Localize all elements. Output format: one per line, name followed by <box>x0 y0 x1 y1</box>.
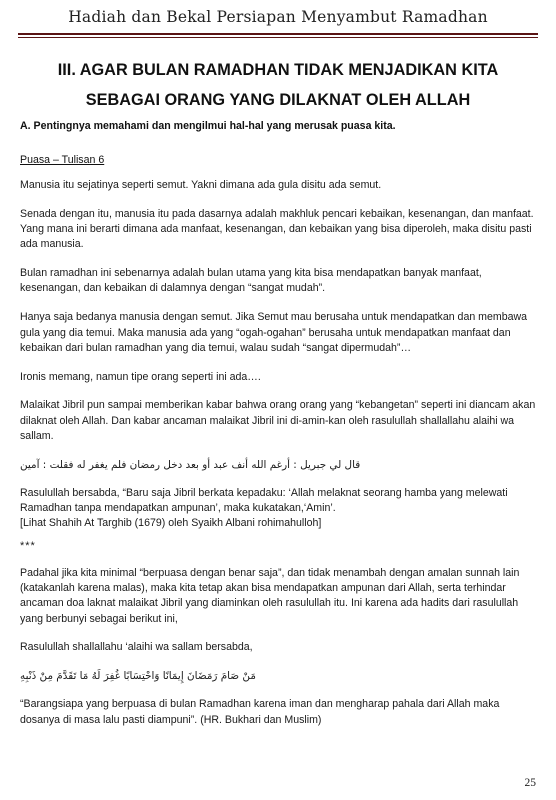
chapter-title-line-2: SEBAGAI ORANG YANG DILAKNAT OLEH ALLAH <box>85 91 471 109</box>
arabic-hadith-text: قال لي جبريل : أرغم الله أنف عبد أو بعد دخل رمضان فلم يغفر له فقلت : آمين <box>20 458 361 471</box>
section-separator: *** <box>20 539 36 552</box>
paragraph: Ironis memang, namun tipe orang seperti ini ada…. <box>20 370 261 383</box>
page-number: 25 <box>524 777 536 789</box>
paragraph: Hanya saja bedanya manusia dengan semut. Jika Semut mau berusaha untuk mendapatkan dan membawa gula yang dia temui. Maka manusia ada yang “ogah-ogahan” berusaha untuk mendapatkan manfaat dan kebaikan dari bulan ramadhan yang dia temui, walau sudah “sangat dipermudah”… <box>20 311 528 354</box>
closing-paragraph: “Barangsiapa yang berpuasa di bulan Ramadhan karena iman dan mengharap pahala dari Allah maka dosanya di masa lalu pasti diampuni”. (HR. Bukhari dan Muslim) <box>20 698 500 726</box>
paragraph: Padahal jika kita minimal “berpuasa dengan benar saja”, dan tidak menambah dengan amalan sunnah lain (katakanlah karena malas), maka kita tetap akan bisa mendapatkan ampunan dari Allah, serta terhindar ancaman doa laknat malaikat Jibril yang diaminkan oleh rasulullah itu. Ini karena ada hadits dari rasulullah yang berbunyi sebagai berikut ini, <box>20 566 520 625</box>
body-text <box>20 178 538 741</box>
header-rule <box>18 33 538 35</box>
chapter-title <box>20 55 536 115</box>
paragraph: Bulan ramadhan ini sebenarnya adalah bulan utama yang kita bisa mendapatkan banyak manfaat, kesenangan, dan kebaikan di dalamnya dengan “sangat mudah”. <box>20 267 482 295</box>
article-subtitle: Puasa – Tulisan 6 <box>20 154 105 166</box>
hadith-text: Rasulullah bersabda, “Baru saja Jibril berkata kepadaku: ‘Allah melaknat seorang hamba yang melewati Ramadhan tanpa mendapatkan ampunan’, maka kukatakan,‘Amin’. <box>20 486 508 515</box>
paragraph: Senada dengan itu, manusia itu pada dasarnya adalah makhluk pencari kebaikan, kesenangan, dan manfaat. Yang mana ini berarti dimana ada manfaat, kesenangan, dan kebaikan yang bisa diperoleh, maka disitu pasti ada manusia. <box>20 207 534 251</box>
arabic-hadith-text: مَنْ صَامَ رَمَضَانَ إِيمَانًا وَاحْتِسَابًا غُفِرَ لَهُ مَا تَقَدَّمَ مِنْ ذَنْبِهِ <box>20 670 256 683</box>
paragraph: Rasulullah shallallahu ‘alaihi wa sallam bersabda, <box>20 641 253 654</box>
paragraph: Manusia itu sejatinya seperti semut. Yakni dimana ada gula disitu ada semut. <box>20 179 382 191</box>
hadith-source: [Lihat Shahih At Targhib (1679) oleh Syaikh Albani rohimahulloh] <box>20 517 322 530</box>
paragraph: Malaikat Jibril pun sampai memberikan kabar bahwa orang orang yang “kebangetan” seperti ini diancam akan dilaknat oleh Allah. Dan kabar ancaman malaikat Jibril ini di-amin-kan oleh rasulullah shallallahu alaihi wa sallam. <box>20 399 536 443</box>
chapter-title-line-1: III. AGAR BULAN RAMADHAN TIDAK MENJADIKAN KITA <box>57 61 499 79</box>
section-heading: A. Pentingnya memahami dan mengilmui hal-hal yang merusak puasa kita. <box>20 120 396 132</box>
header-rule-thin <box>18 37 538 38</box>
running-header: Hadiah dan Bekal Persiapan Menyambut Ramadhan <box>68 8 488 26</box>
hadith-translation <box>20 486 538 532</box>
